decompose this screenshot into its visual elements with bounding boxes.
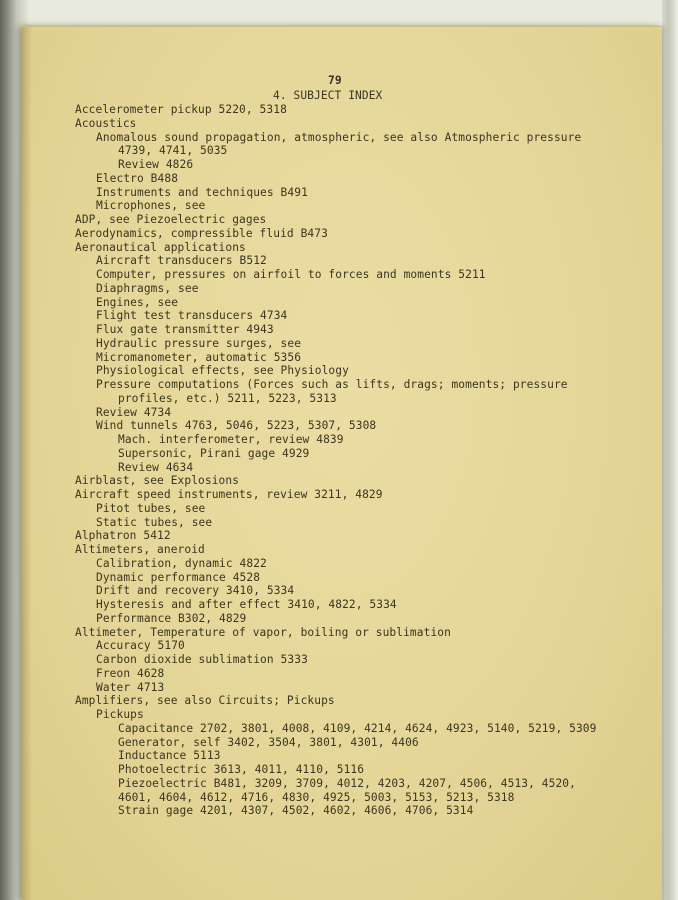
- page-number: 79: [328, 74, 342, 87]
- index-subsubentry: Generator, self 3402, 3504, 3801, 4301, 4406: [118, 735, 419, 749]
- index-subentry: Instruments and techniques B491: [96, 185, 308, 199]
- index-entry: Accelerometer pickup 5220, 5318: [75, 103, 287, 116]
- index-subsubentry: Inductance 5113: [118, 749, 221, 763]
- index-subentry: Water 4713: [96, 680, 165, 694]
- index-subentry: Freon 4628: [96, 666, 165, 680]
- index-entry: Airblast, see Explosions: [75, 474, 240, 488]
- index-subentry: Electro B488: [96, 171, 179, 185]
- index-entry: Altimeters, aneroid: [75, 543, 205, 556]
- index-subentry: Accuracy 5170: [96, 639, 185, 653]
- index-entry: Amplifiers, see also Circuits; Pickups: [75, 694, 335, 708]
- index-subentry: Static tubes, see: [96, 515, 213, 529]
- index-subentry: Drift and recovery 3410, 5334: [96, 584, 295, 598]
- index-subentry: Wind tunnels 4763, 5046, 5223, 5307, 5308: [96, 419, 377, 433]
- index-entry: Aeronautical applications: [75, 240, 246, 254]
- index-subentry: Hysteresis and after effect 3410, 4822, 5334: [96, 598, 397, 611]
- index-subsubentry: 4739, 4741, 5035: [118, 144, 228, 158]
- index-subentry: Microphones, see: [96, 199, 206, 213]
- index-entry: Alphatron 5412: [75, 529, 171, 543]
- index-subentry: Engines, see: [96, 295, 179, 309]
- index-subentry: Aircraft transducers B512: [96, 254, 267, 268]
- index-subsubentry: Review 4826: [118, 158, 194, 171]
- index-entry: Acoustics: [75, 116, 137, 130]
- index-entry: Aerodynamics, compressible fluid B473: [75, 226, 328, 240]
- index-subsubentry: Review 4634: [118, 460, 194, 474]
- index-subentry: Dynamic performance 4528: [96, 570, 261, 584]
- index-subentry: Review 4734: [96, 405, 172, 419]
- index-subentry: Anomalous sound propagation, atmospheric, see also Atmospheric pressure: [96, 130, 582, 144]
- section-title: 4. SUBJECT INDEX: [273, 89, 383, 102]
- index-entry: Aircraft speed instruments, review 3211, 4829: [75, 488, 383, 501]
- index-subentry: Computer, pressures on airfoil to forces and moments 5211: [96, 268, 486, 281]
- index-subentry: Physiological effects, see Physiology: [96, 364, 349, 378]
- index-subsubentry: 4601, 4604, 4612, 4716, 4830, 4925, 5003, 5153, 5213, 5318: [118, 790, 515, 804]
- index-subentry: Carbon dioxide sublimation 5333: [96, 653, 308, 666]
- index-subsubentry: Mach. interferometer, review 4839: [118, 433, 344, 446]
- index-subentry: Flux gate transmitter 4943: [96, 323, 274, 336]
- index-subsubentry: Strain gage 4201, 4307, 4502, 4602, 4606, 4706, 5314: [118, 804, 474, 818]
- index-subentry: Hydraulic pressure surges, see: [96, 336, 302, 350]
- index-subentry: Diaphragms, see: [96, 281, 199, 295]
- index-subsubentry: Photoelectric 3613, 4011, 4110, 5116: [118, 763, 365, 776]
- index-subentry: Flight test transducers 4734: [96, 309, 288, 323]
- document-page: [22, 26, 662, 900]
- index-entry: Altimeter, Temperature of vapor, boiling or sublimation: [75, 625, 451, 639]
- index-subsubentry: Piezoelectric B481, 3209, 3709, 4012, 4203, 4207, 4506, 4513, 4520,: [118, 776, 576, 790]
- index-subentry: Micromanometer, automatic 5356: [96, 350, 302, 364]
- gutter-shadow: [22, 27, 32, 900]
- index-subsubentry: profiles, etc.) 5211, 5223, 5313: [118, 391, 337, 405]
- index-subentry: Pitot tubes, see: [96, 501, 206, 515]
- index-subentry: Pressure computations (Forces such as lifts, drags; moments; pressure: [96, 378, 568, 391]
- index-subentry: Performance B302, 4829: [96, 611, 247, 625]
- index-subentry: Calibration, dynamic 4822: [96, 556, 267, 570]
- index-subsubentry: Capacitance 2702, 3801, 4008, 4109, 4214, 4624, 4923, 5140, 5219, 5309: [118, 721, 597, 735]
- index-subentry: Pickups: [96, 708, 144, 721]
- page-stack-edge: [662, 0, 678, 900]
- index-entry: ADP, see Piezoelectric gages: [75, 213, 267, 226]
- index-subsubentry: Supersonic, Pirani gage 4929: [118, 446, 310, 460]
